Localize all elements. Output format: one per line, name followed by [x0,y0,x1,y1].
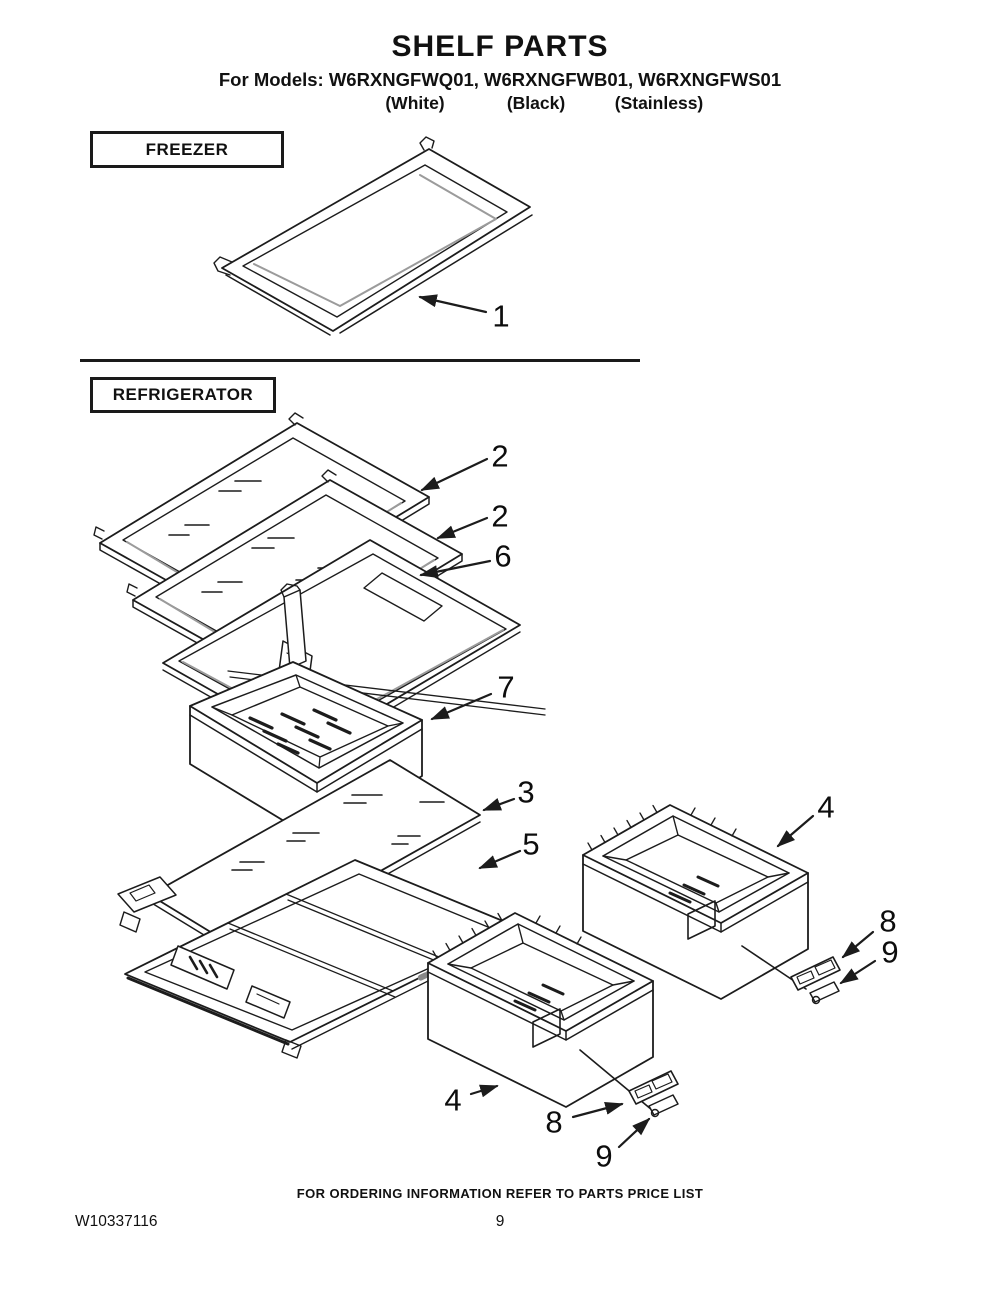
finish-stainless: (Stainless) [614,93,704,113]
callout-shelf-frame-lower: 5 [522,826,540,862]
drawer-screw-right-drawing [810,982,839,1004]
freezer-section-label: FREEZER [90,131,284,168]
ordering-note: FOR ORDERING INFORMATION REFER TO PARTS PRICE LIST [296,1186,704,1201]
callout-clip-left: 8 [545,1104,563,1140]
callout-crisper-right: 4 [817,789,835,825]
callout-shelf-lower: 2 [491,498,509,534]
callout-clip-right: 8 [879,903,897,939]
finish-white: (White) [385,93,445,113]
page-number: 9 [495,1213,505,1230]
callout-shelf-upper: 2 [491,438,509,474]
drawer-screw-left-drawing [649,1095,678,1117]
callout-crisper-left: 4 [444,1082,462,1118]
callout-shelf-frame: 6 [494,538,512,574]
finish-black: (Black) [506,93,566,113]
callout-glass-insert: 3 [517,774,535,810]
callout-snack-pan: 7 [497,669,515,705]
callout-screw-left: 9 [595,1138,613,1174]
models-line: For Models: W6RXNGFWQ01, W6RXNGFWB01, W6RXNGFWS01 [218,69,782,90]
refrigerator-section-label: REFRIGERATOR [90,377,276,413]
callout-freezer-shelf: 1 [492,298,510,334]
document-number: W10337116 [75,1213,158,1230]
page-title: SHELF PARTS [391,30,609,63]
callout-screw-right: 9 [881,934,899,970]
